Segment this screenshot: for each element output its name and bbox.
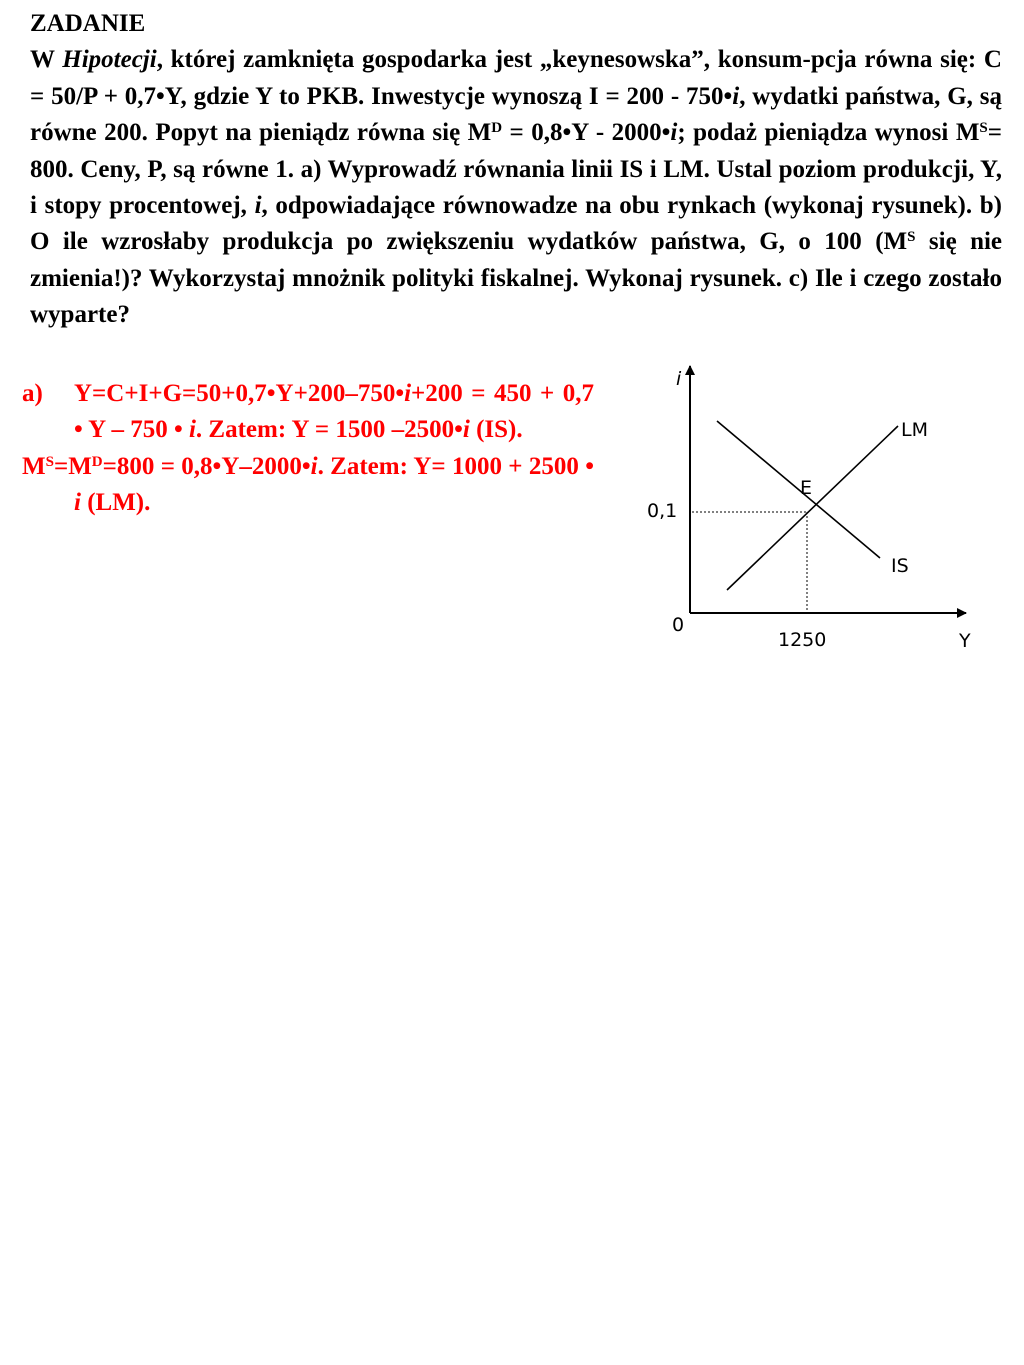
x-axis-label: Y — [959, 630, 971, 652]
country-name: Hipotecji — [62, 46, 157, 74]
is-lm-diagram — [630, 358, 980, 658]
equilibrium-label: E — [800, 477, 813, 499]
i-value-label: 0,1 — [647, 500, 678, 522]
is-label: IS — [891, 555, 909, 577]
task-heading: ZADANIE — [30, 10, 146, 37]
y-value-label: 1250 — [778, 629, 827, 651]
origin-label: 0 — [672, 614, 685, 636]
answer-text — [22, 376, 594, 522]
answer-marker: a) — [22, 380, 43, 407]
task-body: W Hipotecji, której zamknięta gospodarka jest „keynesowska”, konsum-pcja równa się: C = 50/P + 0,7•Y, gdzie Y to PKB. Inwestycje wynoszą I = 200 - 750•i, wydatki państwa, G, są równe 200. Popyt na pieniądz równa się $M^D$ = 0,8•Y - 2000•i; podaż pieniądza wynosi $M^S= 800$. Ceny, P, są równe 1. a) Wyprowadź równania linii IS i LM. Ustal poziom produkcji, Y, i stopy procentowej, i, odpowiadające równowadze na obu rynkach (wykonaj rysunek). b) O ile wzrosłaby produkcja po zwiększeniu wydatków państwa, G, o 100 ($M^S$ się nie zmienia!)? Wykorzystaj mnożnik polityki fiskalnej. Wykonaj rysunek. c) Ile i czego zostało wyparte? — [30, 46, 1003, 329]
y-axis-label: i — [676, 368, 682, 390]
answer-is-line: a) Y=C+I+G=50+0,7•Y+200–750•i+200 = 450 + 0,7 • Y – 750 • i. Zatem: Y = 1500 –2500•i (IS). — [22, 376, 594, 449]
is-curve — [717, 421, 880, 558]
lm-label: LM — [901, 419, 928, 441]
answer-lm-line: $M^S=M^D=800$ = 0,8•Y–2000•i. Zatem: Y= 1000 + 2500 • i (LM). — [22, 452, 594, 517]
task-text — [30, 6, 1002, 334]
